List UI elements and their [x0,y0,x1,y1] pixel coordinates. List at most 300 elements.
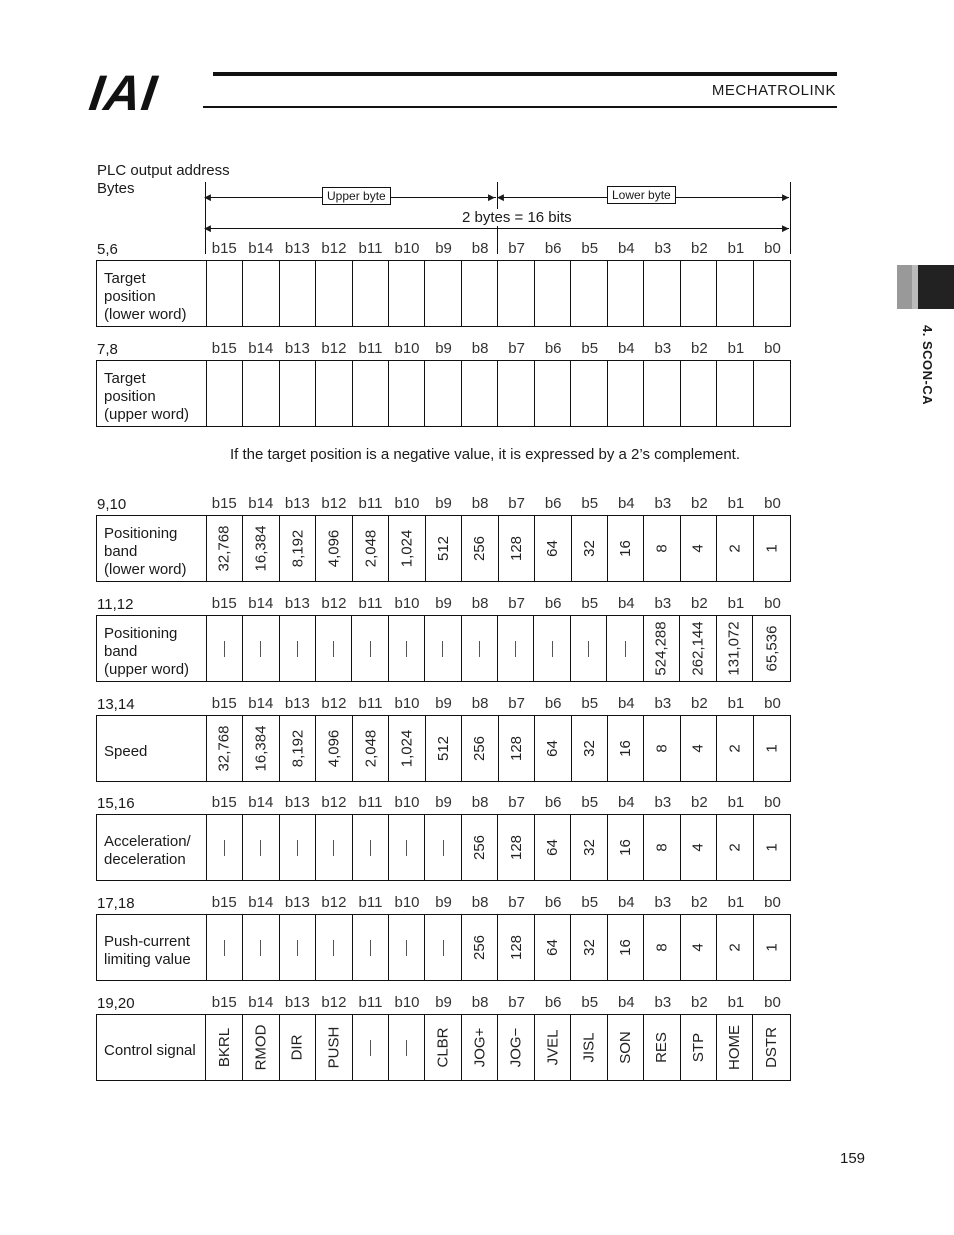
bit-value: DIR [288,1034,306,1061]
empty-bit-cell [717,261,753,326]
bit-label: b12 [321,240,347,257]
empty-bit-cell [571,261,607,326]
empty-bit-cell [243,261,279,326]
bit-value: 1 [763,744,781,753]
bit-label: b1 [727,994,745,1011]
bit-label: b10 [394,794,420,811]
bit-value-cell [243,516,280,581]
bit-label: b2 [691,994,708,1011]
register-address: 7,8 [97,341,118,358]
bit-label: b3 [654,794,672,811]
bit-label: b1 [727,340,745,357]
bit-label: b5 [581,994,599,1011]
unused-bit-cell [425,915,461,980]
bit-label: b2 [691,894,708,911]
bit-value: 1,024 [398,529,416,568]
bit-value: 1,024 [398,729,416,768]
empty-bit-cell [644,361,680,426]
bit-value-cell [644,815,680,880]
bit-header-row [206,340,791,357]
bit-label: b0 [764,340,781,357]
bit-value: 128 [507,535,525,562]
bit-value: 16 [616,839,634,856]
unused-bit-dash [479,641,480,657]
bit-label: b1 [727,794,745,811]
unused-bit-cell [353,815,389,880]
bit-value-cell [462,815,498,880]
bit-header-row [206,595,791,612]
bit-value-cell [243,716,280,781]
bit-label: b4 [617,495,635,512]
bit-label: b4 [617,595,635,612]
bit-value-cell [535,1015,572,1080]
empty-bit-cell [717,361,753,426]
bit-label: b11 [358,894,383,911]
unused-bit-cell [207,616,243,681]
unused-bit-dash [260,641,261,657]
bit-value-cell [717,815,753,880]
unused-bit-dash [625,641,626,657]
bit-value: 32 [580,540,598,557]
bit-label: b2 [691,595,708,612]
bit-label: b3 [654,240,672,257]
bit-label: b8 [471,240,489,257]
bit-label: b14 [248,495,274,512]
bit-label: b15 [211,595,237,612]
bit-value: SON [616,1031,634,1064]
bit-value-cell [608,915,644,980]
bit-label: b13 [284,894,310,911]
bit-value-cell [754,815,790,880]
bit-value-cell [717,516,753,581]
register-address: 11,12 [97,596,134,613]
bit-value: 64 [544,740,562,757]
register-address: 15,16 [97,795,135,812]
bit-value-cell [681,516,717,581]
bit-header-row [206,495,791,512]
bit-value: 16 [617,540,635,557]
bit-value: 4 [689,943,707,952]
register-label-line: (lower word) [104,560,187,578]
bit-value-cell [753,1015,790,1080]
bit-value-cell [608,1015,644,1080]
unused-bit-dash [333,940,334,956]
empty-bit-cell [498,361,534,426]
bit-label: b15 [211,240,237,257]
bit-value: PUSH [325,1026,343,1069]
bit-label: b12 [321,894,347,911]
bit-label: b12 [321,695,347,712]
unused-bit-dash [406,840,407,856]
register-label [97,616,207,681]
bit-label: b2 [691,695,708,712]
bit-label: b1 [727,695,745,712]
register-label [97,261,207,326]
unused-bit-dash [370,641,371,657]
register-label-line: Target [104,369,146,387]
bit-value: HOME [726,1025,744,1070]
bit-label: b11 [358,695,383,712]
bit-value: 1 [763,943,781,952]
bit-value: 64 [544,939,562,956]
bit-label: b6 [544,240,562,257]
bit-label: b5 [581,340,599,357]
bit-label: b6 [544,894,562,911]
register-box [96,615,791,682]
bit-value-cell [681,1015,717,1080]
bit-header-row [206,794,791,811]
unused-bit-dash [515,641,516,657]
bit-value: 2 [726,544,744,553]
empty-bit-cell [389,261,425,326]
bit-label: b11 [358,595,383,612]
bit-label: b12 [321,994,347,1011]
unused-bit-cell [389,915,425,980]
bit-value-cell [644,616,681,681]
bit-label: b14 [248,794,274,811]
unused-bit-dash [260,940,261,956]
bit-label: b5 [581,595,599,612]
bit-header-row [206,894,791,911]
bit-label: b9 [435,495,452,512]
bit-label: b7 [508,794,525,811]
unused-bit-cell [353,915,389,980]
bit-label: b8 [471,495,489,512]
bit-label: b13 [284,340,310,357]
bit-value: 1 [763,544,781,553]
register-label-line: Target [104,269,146,287]
bit-label: b14 [248,240,274,257]
bit-value-cell [717,915,753,980]
register-box [96,715,791,782]
empty-bit-cell [571,361,607,426]
bit-value: 8 [653,843,671,852]
empty-bit-cell [535,261,571,326]
bit-label: b13 [284,495,310,512]
unused-bit-dash [443,840,444,856]
bit-header-row [206,695,791,712]
bit-value: 32 [580,939,598,956]
register-label-line: Control signal [104,1041,196,1059]
unused-bit-cell [316,616,352,681]
register-label-line: position [104,287,156,305]
unused-bit-cell [280,915,316,980]
bit-label: b4 [617,794,635,811]
bit-value-cell [571,1015,607,1080]
unused-bit-dash [442,641,443,657]
unused-bit-cell [607,616,643,681]
bit-value: JOG+ [471,1027,489,1068]
bit-value: 32,768 [215,725,233,772]
unused-bit-dash [297,641,298,657]
bit-label: b7 [508,994,525,1011]
chapter-tab [918,265,954,309]
bit-label: b9 [435,240,452,257]
bit-value-cell [353,716,390,781]
bit-value-cell [680,616,717,681]
bit-label: b7 [508,595,525,612]
bit-value-cell [717,716,753,781]
empty-bit-cell [280,361,316,426]
bit-value: CLBR [434,1027,452,1068]
empty-bit-cell [681,261,717,326]
bit-label: b5 [581,794,599,811]
bit-label: b13 [284,794,310,811]
bit-value: DSTR [763,1027,781,1068]
bit-value: 8,192 [288,529,306,568]
bit-label: b0 [764,994,781,1011]
unused-bit-cell [425,616,461,681]
unused-bit-cell [243,616,279,681]
bit-value: 16,384 [252,725,270,772]
bit-label: b8 [471,695,489,712]
bit-label: b5 [581,495,599,512]
bit-label: b10 [394,994,420,1011]
bit-label: b9 [435,695,452,712]
bit-label: b8 [471,340,489,357]
register-box [96,260,791,327]
unused-bit-dash [333,641,334,657]
bit-value-cell [535,716,571,781]
bit-value-cell [426,516,462,581]
plc-address-label: PLC output address [97,162,230,179]
empty-bit-cell [681,361,717,426]
bit-value: 1 [763,843,781,852]
bit-value: 4 [689,843,707,852]
bit-label: b14 [248,340,274,357]
two-bytes-label: 2 bytes = 16 bits [462,209,572,226]
bit-value: 4 [689,544,707,553]
bit-value-cell [717,616,754,681]
bit-label: b5 [581,695,599,712]
empty-bit-cell [754,361,790,426]
bit-label: b7 [508,894,525,911]
empty-bit-cell [462,261,498,326]
register-box [96,1014,791,1081]
bit-label: b2 [691,340,708,357]
bit-label: b5 [581,240,599,257]
bit-label: b6 [544,495,562,512]
unused-bit-cell [389,815,425,880]
unused-bit-dash [297,940,298,956]
bit-label: b5 [581,894,599,911]
unused-bit-cell [462,616,498,681]
bit-value-cell [243,1015,280,1080]
unused-bit-cell [243,815,279,880]
bit-label: b10 [394,495,420,512]
bit-label: b3 [654,695,672,712]
bit-value-cell [280,1015,316,1080]
bit-label: b3 [654,994,672,1011]
bit-value: 4,096 [325,529,343,568]
unused-bit-dash [406,940,407,956]
unused-bit-dash [297,840,298,856]
bit-value-cell [644,1015,680,1080]
empty-bit-cell [353,261,389,326]
bit-label: b8 [471,994,489,1011]
register-label [97,716,207,781]
bit-value: 524,288 [652,621,670,676]
chapter-label: 4. SCON-CA [920,325,935,406]
bit-value-cell [207,716,244,781]
bit-value-cell [462,915,498,980]
unused-bit-dash [370,1040,371,1056]
bit-label: b6 [544,340,562,357]
register-label-line: (lower word) [104,305,187,323]
bit-header-row [206,994,791,1011]
unused-bit-cell [316,915,352,980]
register-box [96,914,791,981]
bit-value-cell [499,516,535,581]
bit-value: JISL [580,1032,598,1063]
empty-bit-cell [462,361,498,426]
bit-value-cell [535,915,571,980]
unused-bit-dash [370,940,371,956]
bit-label: b14 [248,894,274,911]
register-label-line: Speed [104,742,148,760]
bit-value-cell [280,516,317,581]
bit-value-cell [644,915,680,980]
bit-value: RMOD [252,1024,270,1071]
bit-label: b12 [321,595,347,612]
bit-label: b15 [211,340,237,357]
empty-bit-cell [425,361,461,426]
bit-value: JOG− [507,1027,525,1068]
bit-label: b10 [394,595,420,612]
bit-label: b10 [394,340,420,357]
bytes-label: Bytes [97,180,135,197]
bit-value-cell [754,915,790,980]
register-address: 17,18 [97,895,135,912]
bit-label: b10 [394,695,420,712]
bit-value: 8 [653,544,671,553]
register-label-line: limiting value [104,950,191,968]
bit-label: b14 [248,595,274,612]
bit-label: b0 [764,794,781,811]
bit-value-cell [353,516,390,581]
register-label-line: Push-current [104,932,190,950]
bit-value: BKRL [215,1027,233,1068]
register-box [96,360,791,427]
register-label-line: band [104,642,138,660]
unused-bit-dash [406,1040,407,1056]
empty-bit-cell [535,361,571,426]
bit-label: b6 [544,994,562,1011]
unused-bit-cell [280,815,316,880]
bit-value-cell [681,915,717,980]
unused-bit-dash [588,641,589,657]
bit-label: b15 [211,794,237,811]
register-label [97,1015,206,1080]
bit-value-cell [462,516,498,581]
bit-value: STP [689,1032,707,1063]
bit-label: b9 [435,340,452,357]
bit-value-cell [572,716,608,781]
bit-label: b6 [544,695,562,712]
bit-label: b8 [471,894,489,911]
bit-value: RES [653,1032,671,1063]
bit-value-cell [571,815,607,880]
register-label-line: Positioning [104,524,178,542]
unused-bit-cell [389,616,425,681]
bit-value-cell [498,1015,535,1080]
empty-bit-cell [207,261,243,326]
empty-bit-cell [207,361,243,426]
bit-label: b11 [358,794,383,811]
arrow-right-icon: ▶ [782,223,789,233]
register-label [97,516,207,581]
arrow-left-icon: ◀ [204,223,211,233]
twos-complement-note: If the target position is a negative value, it is expressed by a 2’s complement. [230,446,740,463]
bit-value: 16 [617,740,635,757]
unused-bit-dash [260,840,261,856]
bit-value-cell [535,815,571,880]
bit-label: b3 [654,495,672,512]
unused-bit-cell [389,1015,425,1080]
unused-bit-cell [498,616,534,681]
bit-value: 8,192 [288,729,306,768]
bit-value-cell [717,1015,754,1080]
bit-value-cell [389,716,426,781]
unused-bit-cell [207,915,243,980]
bit-value: 2 [726,943,744,952]
bit-value-cell [644,716,680,781]
bit-label: b6 [544,595,562,612]
register-label-line: position [104,387,156,405]
bit-label: b8 [471,794,489,811]
bit-value: 2 [726,843,744,852]
empty-bit-cell [280,261,316,326]
bit-value: 4 [689,744,707,753]
bit-label: b11 [358,340,383,357]
bit-value: 128 [507,834,525,861]
bit-value-cell [207,516,244,581]
register-address: 13,14 [97,696,135,713]
bit-value-cell [462,716,498,781]
page-number: 159 [840,1150,866,1167]
header-rule-bottom [203,106,837,108]
bit-label: b3 [654,340,672,357]
register-label [97,361,207,426]
bit-label: b11 [358,994,383,1011]
bit-label: b0 [764,695,781,712]
bit-value-cell [206,1015,243,1080]
unused-bit-cell [243,915,279,980]
bit-label: b13 [284,695,310,712]
bit-value-cell [389,516,426,581]
unused-bit-cell [316,815,352,880]
empty-bit-cell [754,261,790,326]
unused-bit-cell [352,616,388,681]
register-label-line: Acceleration/ [104,832,191,850]
bit-value: 262,144 [689,621,707,676]
bit-value-cell [571,915,607,980]
bit-value-cell [425,1015,462,1080]
unused-bit-cell [280,616,316,681]
bit-value-cell [426,716,462,781]
empty-bit-cell [353,361,389,426]
bit-label: b15 [211,994,237,1011]
bit-label: b3 [654,894,672,911]
bit-label: b7 [508,495,525,512]
unused-bit-dash [406,641,407,657]
bit-label: b6 [544,794,562,811]
empty-bit-cell [608,261,644,326]
bit-value-cell [608,815,644,880]
unused-bit-cell [425,815,461,880]
bit-label: b12 [321,794,347,811]
bit-value: 8 [653,744,671,753]
